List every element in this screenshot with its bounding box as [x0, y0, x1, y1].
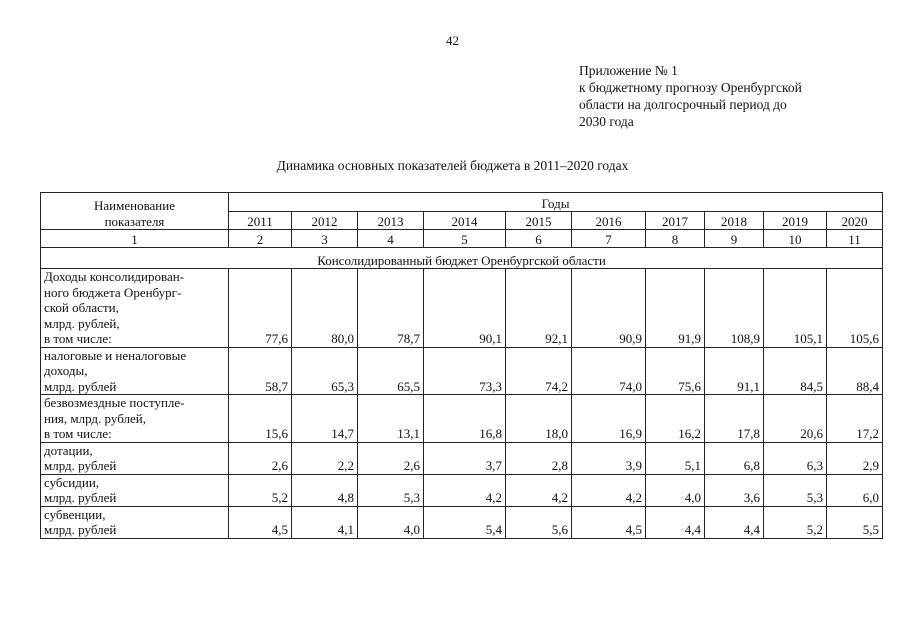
value-cell: 6,8 [705, 442, 764, 474]
indicator-name-line: Доходы консолидирован- [44, 269, 185, 284]
table-row [41, 269, 883, 348]
indicator-name [41, 506, 229, 538]
value-cell: 2,9 [827, 442, 883, 474]
value-cell: 4,2 [506, 474, 572, 506]
value-cell: 5,1 [646, 442, 705, 474]
value-cell: 3,6 [705, 474, 764, 506]
section-row [41, 248, 883, 269]
column-number: 5 [424, 230, 506, 248]
value-cell: 90,9 [572, 269, 646, 348]
value-cell: 108,9 [705, 269, 764, 348]
value-cell: 4,8 [292, 474, 358, 506]
page-number: 42 [446, 33, 459, 48]
value-cell: 78,7 [358, 269, 424, 348]
name-header-line: показателя [104, 213, 165, 229]
value-cell: 5,2 [764, 506, 827, 538]
name-column-header [41, 193, 229, 230]
value-cell: 65,5 [358, 347, 424, 395]
budget-table [40, 192, 883, 539]
year-header: 2013 [358, 212, 424, 230]
value-cell: 14,7 [292, 395, 358, 443]
column-number: 6 [506, 230, 572, 248]
value-cell: 75,6 [646, 347, 705, 395]
value-cell: 16,8 [424, 395, 506, 443]
value-cell: 91,9 [646, 269, 705, 348]
indicator-name-line: в том числе: [44, 331, 112, 346]
column-number: 4 [358, 230, 424, 248]
header-row [41, 193, 883, 212]
column-number: 2 [229, 230, 292, 248]
value-cell: 5,4 [424, 506, 506, 538]
value-cell: 15,6 [229, 395, 292, 443]
value-cell: 2,2 [292, 442, 358, 474]
indicator-name [41, 474, 229, 506]
value-cell: 74,0 [572, 347, 646, 395]
table-row [41, 506, 883, 538]
indicator-name-line: млрд. рублей [44, 522, 117, 537]
value-cell: 77,6 [229, 269, 292, 348]
indicator-name-line: в том числе: [44, 426, 112, 441]
value-cell: 84,5 [764, 347, 827, 395]
value-cell: 91,1 [705, 347, 764, 395]
value-cell: 5,3 [358, 474, 424, 506]
indicator-name-line: млрд. рублей [44, 458, 117, 473]
value-cell: 5,6 [506, 506, 572, 538]
value-cell: 18,0 [506, 395, 572, 443]
column-numbers-row [41, 230, 883, 248]
column-number: 1 [41, 230, 229, 248]
column-number: 11 [827, 230, 883, 248]
column-number: 9 [705, 230, 764, 248]
value-cell: 4,4 [705, 506, 764, 538]
value-cell: 80,0 [292, 269, 358, 348]
value-cell: 4,1 [292, 506, 358, 538]
indicator-name-line: субсидии, [44, 474, 100, 490]
value-cell: 88,4 [827, 347, 883, 395]
value-cell: 4,0 [646, 474, 705, 506]
years-header: Годы [229, 193, 883, 212]
indicator-name-line: ния, млрд. рублей, [44, 410, 146, 426]
year-header: 2011 [229, 212, 292, 230]
value-cell: 4,5 [229, 506, 292, 538]
indicator-name-line: млрд. рублей [44, 490, 117, 505]
value-cell: 4,2 [424, 474, 506, 506]
indicator-name [41, 395, 229, 443]
indicator-name-line: ного бюджета Оренбург- [44, 284, 182, 300]
column-number: 7 [572, 230, 646, 248]
year-header: 2014 [424, 212, 506, 230]
indicator-name [41, 347, 229, 395]
section-title: Консолидированный бюджет Оренбургской области [41, 248, 883, 269]
value-cell: 5,3 [764, 474, 827, 506]
indicator-name-line: доходы, [44, 363, 88, 378]
column-number: 10 [764, 230, 827, 248]
value-cell: 92,1 [506, 269, 572, 348]
value-cell: 4,5 [572, 506, 646, 538]
value-cell: 16,2 [646, 395, 705, 443]
year-header: 2012 [292, 212, 358, 230]
table-row [41, 474, 883, 506]
appendix-line: 2030 года [579, 114, 634, 129]
value-cell: 5,5 [827, 506, 883, 538]
indicator-name [41, 442, 229, 474]
indicator-name-line: налоговые и неналоговые [44, 347, 187, 363]
value-cell: 73,3 [424, 347, 506, 395]
value-cell: 2,6 [358, 442, 424, 474]
value-cell: 4,4 [646, 506, 705, 538]
value-cell: 16,9 [572, 395, 646, 443]
value-cell: 105,1 [764, 269, 827, 348]
table-row [41, 347, 883, 395]
name-header-line: Наименование [94, 198, 175, 213]
value-cell: 3,7 [424, 442, 506, 474]
indicator-name-line: ской области, [44, 300, 119, 315]
value-cell: 13,1 [358, 395, 424, 443]
value-cell: 90,1 [424, 269, 506, 348]
indicator-name-line: млрд. рублей [44, 378, 117, 394]
column-number: 8 [646, 230, 705, 248]
year-header: 2016 [572, 212, 646, 230]
appendix-line: к бюджетному прогнозу Оренбургской [579, 80, 802, 95]
value-cell: 2,8 [506, 442, 572, 474]
value-cell: 105,6 [827, 269, 883, 348]
appendix-line: Приложение № 1 [579, 63, 678, 78]
document-title: Динамика основных показателей бюджета в 2011–2020 годах [276, 158, 629, 173]
indicator-name [41, 269, 229, 348]
value-cell: 20,6 [764, 395, 827, 443]
value-cell: 6,0 [827, 474, 883, 506]
value-cell: 4,0 [358, 506, 424, 538]
value-cell: 17,8 [705, 395, 764, 443]
year-header: 2020 [827, 212, 883, 230]
value-cell: 2,6 [229, 442, 292, 474]
value-cell: 6,3 [764, 442, 827, 474]
table-row [41, 442, 883, 474]
appendix-note [579, 62, 802, 130]
value-cell: 3,9 [572, 442, 646, 474]
table-row [41, 395, 883, 443]
indicator-name-line: безвозмездные поступле- [44, 395, 185, 410]
indicator-name-line: дотации, [44, 442, 93, 458]
value-cell: 65,3 [292, 347, 358, 395]
column-number: 3 [292, 230, 358, 248]
value-cell: 5,2 [229, 474, 292, 506]
value-cell: 4,2 [572, 474, 646, 506]
value-cell: 74,2 [506, 347, 572, 395]
year-header: 2015 [506, 212, 572, 230]
value-cell: 58,7 [229, 347, 292, 395]
indicator-name-line: субвенции, [44, 506, 106, 522]
year-header: 2018 [705, 212, 764, 230]
year-header: 2017 [646, 212, 705, 230]
year-header: 2019 [764, 212, 827, 230]
appendix-line: области на долгосрочный период до [579, 97, 787, 112]
value-cell: 17,2 [827, 395, 883, 443]
indicator-name-line: млрд. рублей, [44, 315, 120, 331]
